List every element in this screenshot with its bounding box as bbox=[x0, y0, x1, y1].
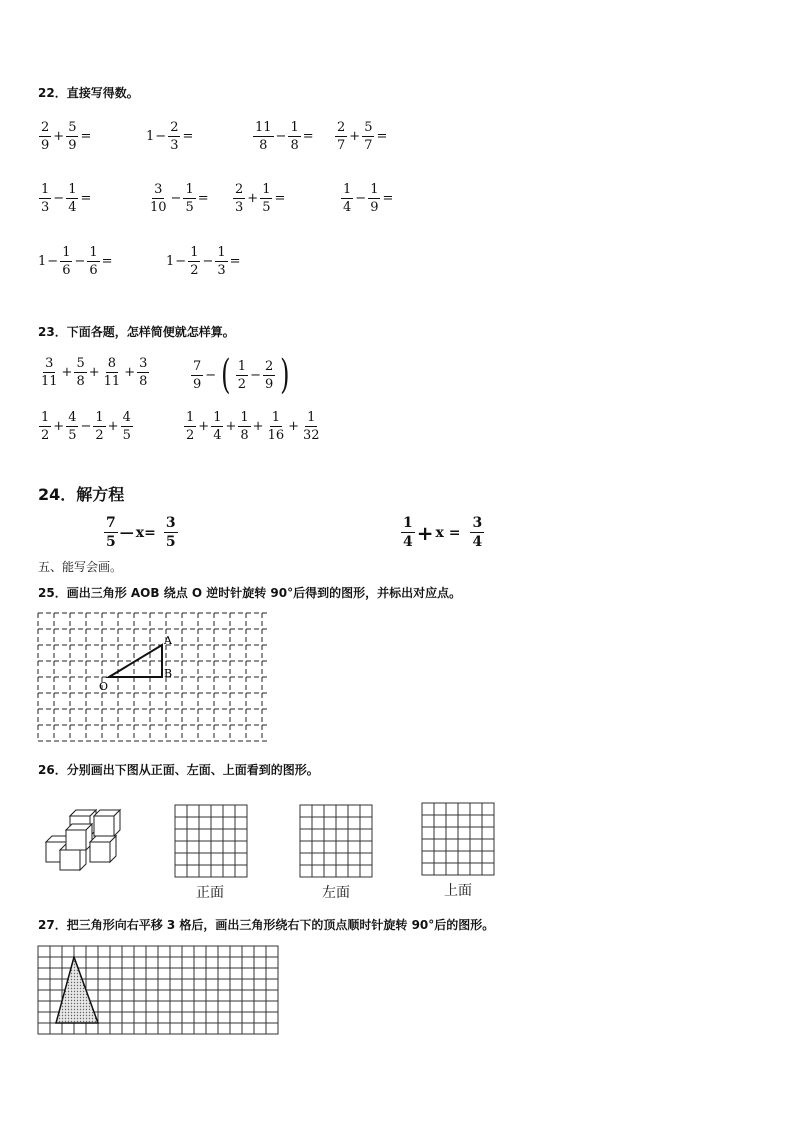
q27-grid-figure bbox=[37, 945, 281, 1037]
q22-r3-e2: 1 − $\frac{1}{2}$ − $\frac{1}{3}$ = bbox=[166, 245, 241, 278]
left-view-grid bbox=[299, 804, 373, 878]
q23-e3: $\frac{1}{2}$ + $\frac{4}{5}$ − $\frac{1}{2}$ + $\frac{4}{5}$ bbox=[41, 410, 131, 443]
q22-r3-e1: 1 − $\frac{1}{6}$ − $\frac{1}{6}$ = bbox=[38, 245, 113, 278]
q23-e1: $\frac{3}{11}$ + $\frac{5}{8}$ + $\frac{8}{11}$ + $\frac{3}{8}$ bbox=[41, 356, 148, 389]
q22-r2-e1: $\frac{1}{3}$ − $\frac{1}{4}$ = bbox=[41, 182, 92, 215]
q22-r2-e2: $\frac{3}{10}$ − $\frac{1}{5}$ = bbox=[150, 182, 209, 215]
q23-title: 23．下面各题，怎样简便就怎样算。 bbox=[38, 325, 235, 339]
top-view-grid bbox=[421, 802, 495, 876]
label-o: O bbox=[99, 680, 109, 693]
cubes-figure bbox=[42, 806, 132, 876]
q23-e4: $\frac{1}{2}$ + $\frac{1}{4}$ + $\frac{1}{8}$ + $\frac{1}{16}$ + $\frac{1}{32}$ bbox=[186, 410, 320, 443]
q22-r1-e2: 1 − $\frac{2}{3}$ = bbox=[146, 120, 194, 153]
q26-title: 26．分别画出下图从正面、左面、上面看到的图形。 bbox=[38, 763, 319, 777]
q22-title: 22．直接写得数。 bbox=[38, 86, 139, 100]
left-view-label: 左面 bbox=[322, 885, 350, 901]
q22-r2-e3: $\frac{2}{3}$ + $\frac{1}{5}$ = bbox=[235, 182, 286, 215]
q24-e2: $\frac{1}{4}$ + x = $\frac{3}{4}$ bbox=[403, 515, 483, 550]
front-view-label: 正面 bbox=[196, 885, 224, 901]
q22-r1-e1: $\frac{2}{9}$ + $\frac{5}{9}$ = bbox=[41, 120, 92, 153]
label-a: A bbox=[164, 634, 172, 647]
top-view-label: 上面 bbox=[444, 883, 472, 899]
q22-r1-e3: $\frac{11}{8}$ − $\frac{1}{8}$ = bbox=[255, 120, 314, 153]
section5-title: 五、能写会画。 bbox=[38, 560, 123, 574]
q25-grid-figure bbox=[36, 611, 270, 745]
q27-title: 27．把三角形向右平移 3 格后，画出三角形绕右下的顶点顺时针旋转 90°后的图形。 bbox=[38, 918, 495, 932]
q24-title: 24．解方程 bbox=[38, 485, 125, 504]
q22-r1-e4: $\frac{2}{7}$ + $\frac{5}{7}$ = bbox=[337, 120, 388, 153]
front-view-grid bbox=[174, 804, 248, 878]
q22-r2-e4: $\frac{1}{4}$ − $\frac{1}{9}$ = bbox=[343, 182, 394, 215]
q24-e1: $\frac{7}{5}$ — x= $\frac{3}{5}$ bbox=[106, 515, 176, 550]
q25-title: 25．画出三角形 AOB 绕点 O 逆时针旋转 90°后得到的图形，并标出对应点。 bbox=[38, 586, 462, 600]
label-b: B bbox=[164, 667, 173, 680]
q23-e2: $\frac{7}{9}$ − ( $\frac{1}{2}$ − $\frac{2}{9}$ ) bbox=[193, 352, 290, 398]
